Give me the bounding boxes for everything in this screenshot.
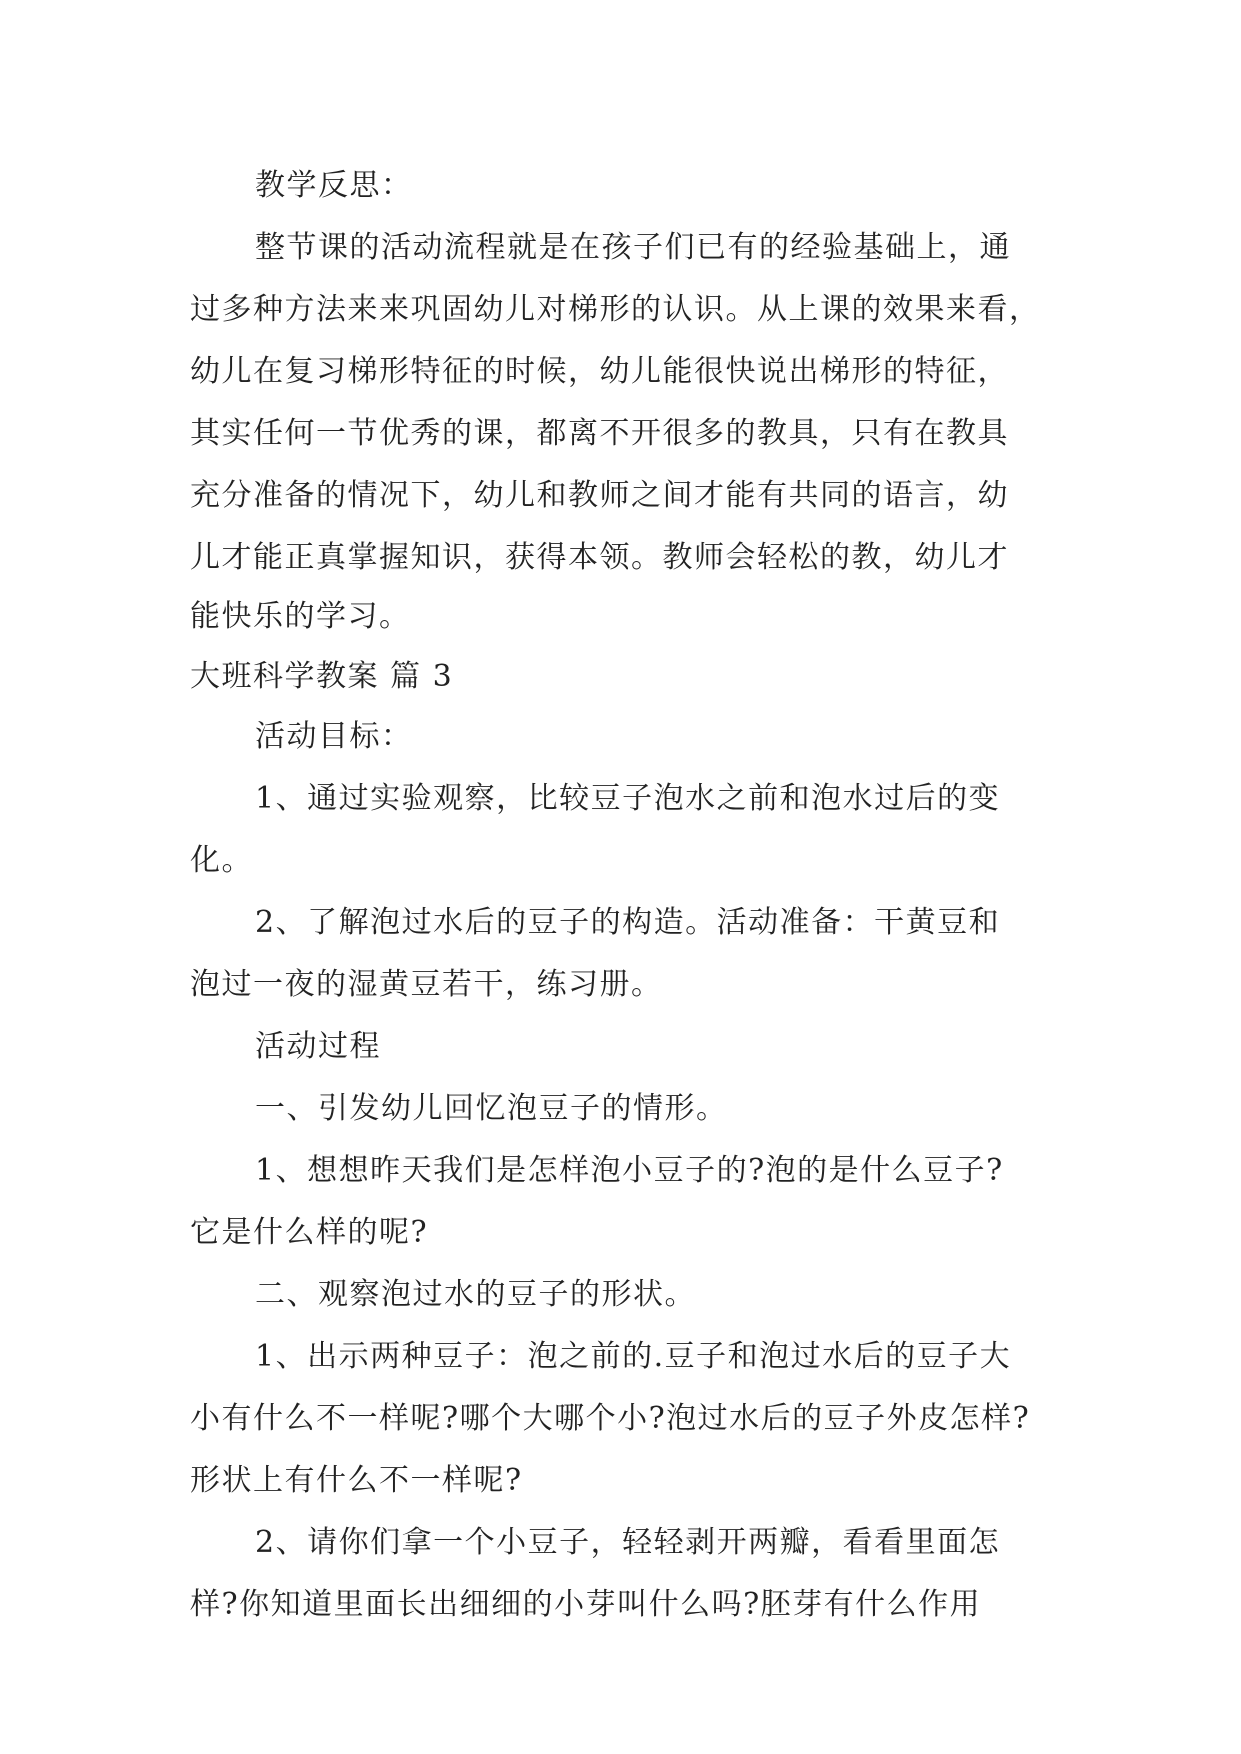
activity-process-heading: 活动过程 — [255, 1029, 381, 1064]
paragraph-line: 幼儿在复习梯形特征的时候，幼儿能很快说出梯形的特征， — [190, 354, 1009, 389]
paragraph-line: 其实任何一节优秀的课，都离不开很多的教具，只有在教具 — [190, 416, 1009, 451]
paragraph-line: 化。 — [190, 843, 253, 878]
paragraph-line: 充分准备的情况下，幼儿和教师之间才能有共同的语言，幼 — [190, 478, 1009, 513]
paragraph-line: 样?你知道里面长出细细的小芽叫什么吗?胚芽有什么作用 — [190, 1587, 982, 1622]
paragraph-line: 小有什么不一样呢?哪个大哪个小?泡过水后的豆子外皮怎样? — [190, 1401, 1031, 1436]
paragraph-line: 过多种方法来来巩固幼儿对梯形的认识。从上课的效果来看， — [190, 292, 1041, 327]
paragraph-line: 1、出示两种豆子：泡之前的.豆子和泡过水后的豆子大 — [255, 1339, 1012, 1374]
activity-goals-heading: 活动目标： — [255, 719, 413, 754]
reflection-heading: 教学反思： — [255, 168, 413, 203]
paragraph-line: 2、请你们拿一个小豆子，轻轻剥开两瓣，看看里面怎 — [255, 1525, 1001, 1560]
paragraph-line: 形状上有什么不一样呢? — [190, 1463, 523, 1498]
paragraph-line: 一、引发幼儿回忆泡豆子的情形。 — [255, 1091, 728, 1126]
paragraph-line: 2、了解泡过水后的豆子的构造。活动准备：干黄豆和 — [255, 905, 1001, 940]
paragraph-line: 1、想想昨天我们是怎样泡小豆子的?泡的是什么豆子? — [255, 1153, 1004, 1188]
paragraph-line: 1、通过实验观察，比较豆子泡水之前和泡水过后的变 — [255, 781, 1001, 816]
paragraph-line: 二、观察泡过水的豆子的形状。 — [255, 1277, 696, 1312]
paragraph-line: 泡过一夜的湿黄豆若干，练习册。 — [190, 967, 663, 1002]
paragraph-line: 它是什么样的呢? — [190, 1215, 429, 1250]
paragraph-line: 儿才能正真掌握知识，获得本领。教师会轻松的教，幼儿才 — [190, 540, 1009, 575]
section-title: 大班科学教案 篇 3 — [190, 659, 454, 694]
paragraph-line: 能快乐的学习。 — [190, 599, 411, 634]
paragraph-line: 整节课的活动流程就是在孩子们已有的经验基础上，通 — [255, 230, 1011, 265]
